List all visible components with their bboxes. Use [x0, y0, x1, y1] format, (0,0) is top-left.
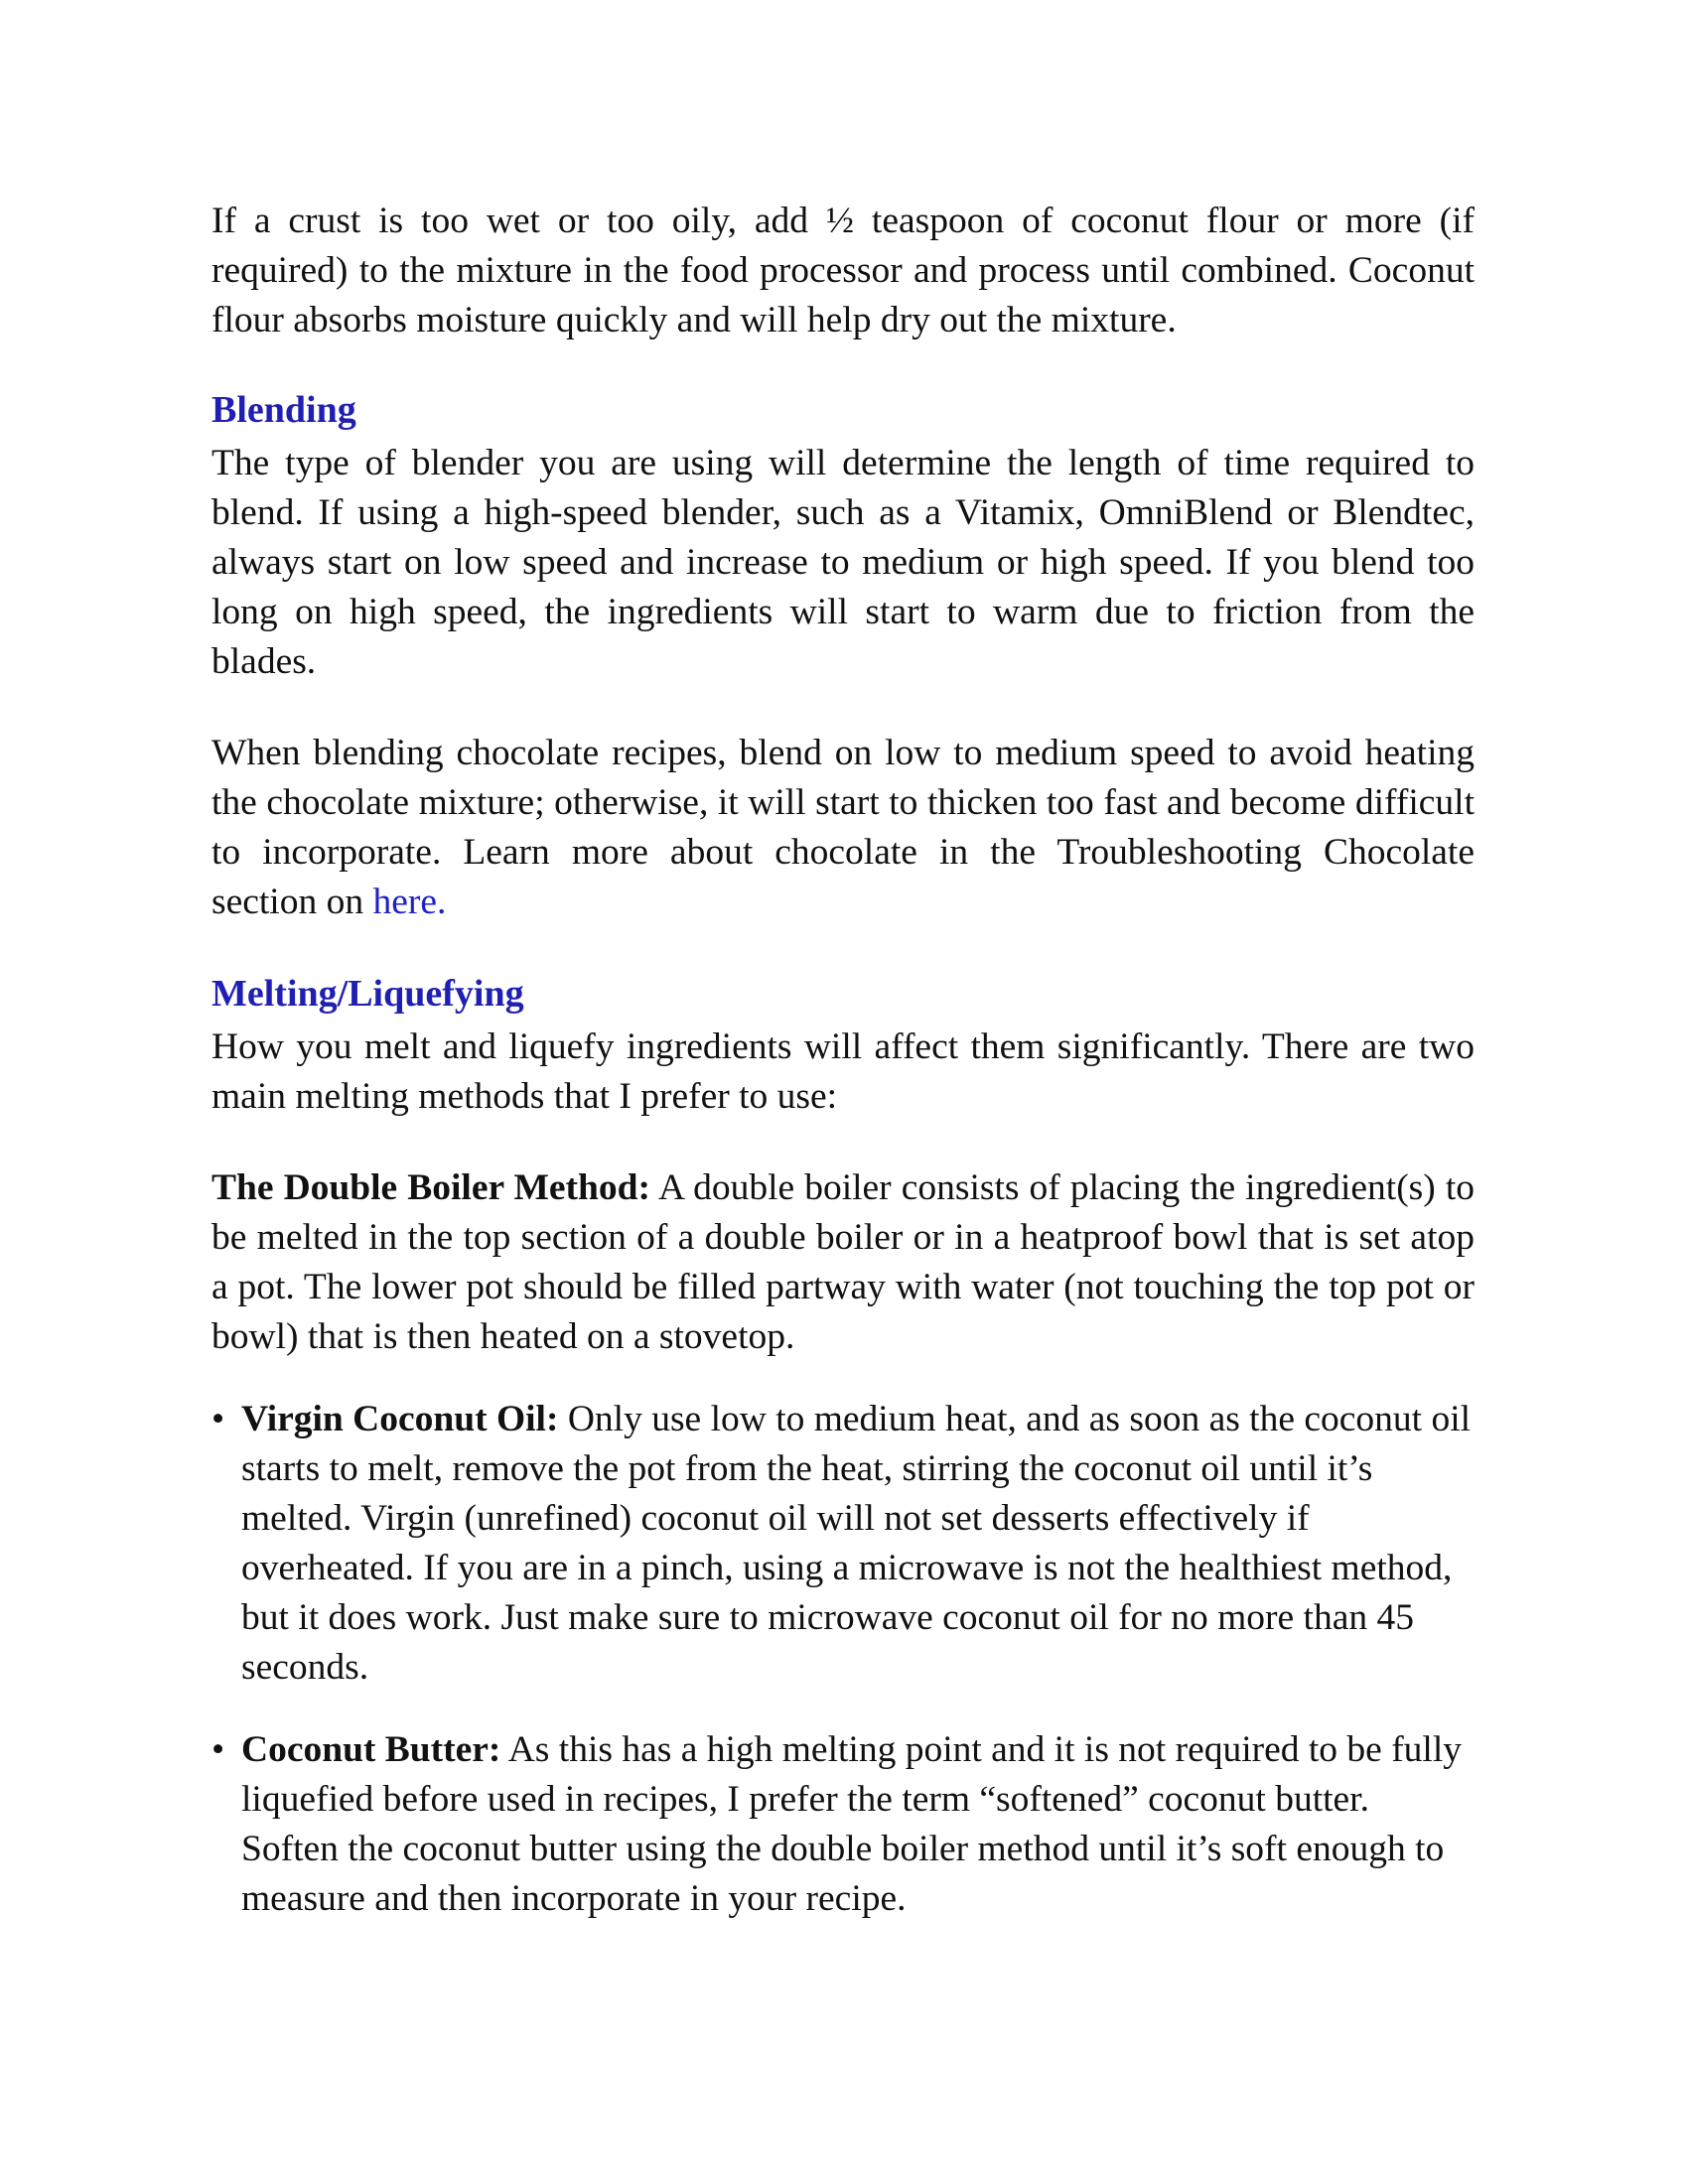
document-page: [211, 197, 1475, 1924]
troubleshooting-chocolate-link[interactable]: here.: [372, 882, 447, 922]
bullet-label: Coconut Butter:: [241, 1729, 501, 1770]
blending-heading: Blending: [211, 389, 356, 431]
blending-paragraph: The type of blender you are using will determine the length of time required to blend. If using a high-speed blender, such as a Vitamix, OmniBlend or Blendtec, always start on low speed and increase to medium or high speed. If you blend too long on high speed, the ingredients will start to warm due to friction from the blades.: [211, 443, 1475, 682]
list-item: [211, 1725, 1475, 1924]
double-boiler-text: A double boiler consists of placing the ingredient(s) to be melted in the top section of a double boiler or in a heatproof bowl that is set atop a pot. The lower pot should be filled partway with water (not touching the top pot or bowl) that is then heated on a stovetop.: [211, 1167, 1475, 1357]
intro-paragraph: If a crust is too wet or too oily, add ½ teaspoon of coconut flour or more (if required) to the mixture in the food processor and process until combined. Coconut flour absorbs moisture quickly and will help dry out the mixture.: [211, 201, 1475, 341]
bullet-text: As this has a high melting point and it is not required to be fully liquefied before used in recipes, I prefer the term “softened” coconut butter. Soften the coconut butter using the double boiler method until it’s soft enough to measure and then incorporate in your recipe.: [241, 1729, 1463, 1919]
bullet-text: Only use low to medium heat, and as soon as the coconut oil starts to melt, remove the pot from the heat, stirring the coconut oil until it’s melted. Virgin (unrefined) coconut oil will not set desserts effectively if overheated. If you are in a pinch, using a microwave is not the healthiest method, but it does work. Just make sure to microwave coconut oil for no more than 45 seconds.: [241, 1399, 1472, 1688]
bullet-marker: •: [211, 1399, 225, 1439]
bullet-label: Virgin Coconut Oil:: [241, 1399, 559, 1439]
double-boiler-label: The Double Boiler Method:: [211, 1167, 650, 1208]
melting-paragraph: How you melt and liquefy ingredients will affect them significantly. There are two main melting methods that I prefer to use:: [211, 1026, 1475, 1117]
melting-heading: Melting/Liquefying: [211, 973, 524, 1015]
bullet-marker: •: [211, 1729, 225, 1770]
chocolate-paragraph: [211, 729, 1475, 927]
double-boiler-paragraph: [211, 1163, 1475, 1362]
list-item: [211, 1395, 1475, 1693]
chocolate-paragraph-text: When blending chocolate recipes, blend on low to medium speed to avoid heating the chocolate mixture; otherwise, it will start to thicken too fast and become difficult to incorporate. Learn more about chocolate in the Troubleshooting Chocolate section on: [211, 733, 1475, 922]
melting-bullet-list: [211, 1395, 1475, 1924]
